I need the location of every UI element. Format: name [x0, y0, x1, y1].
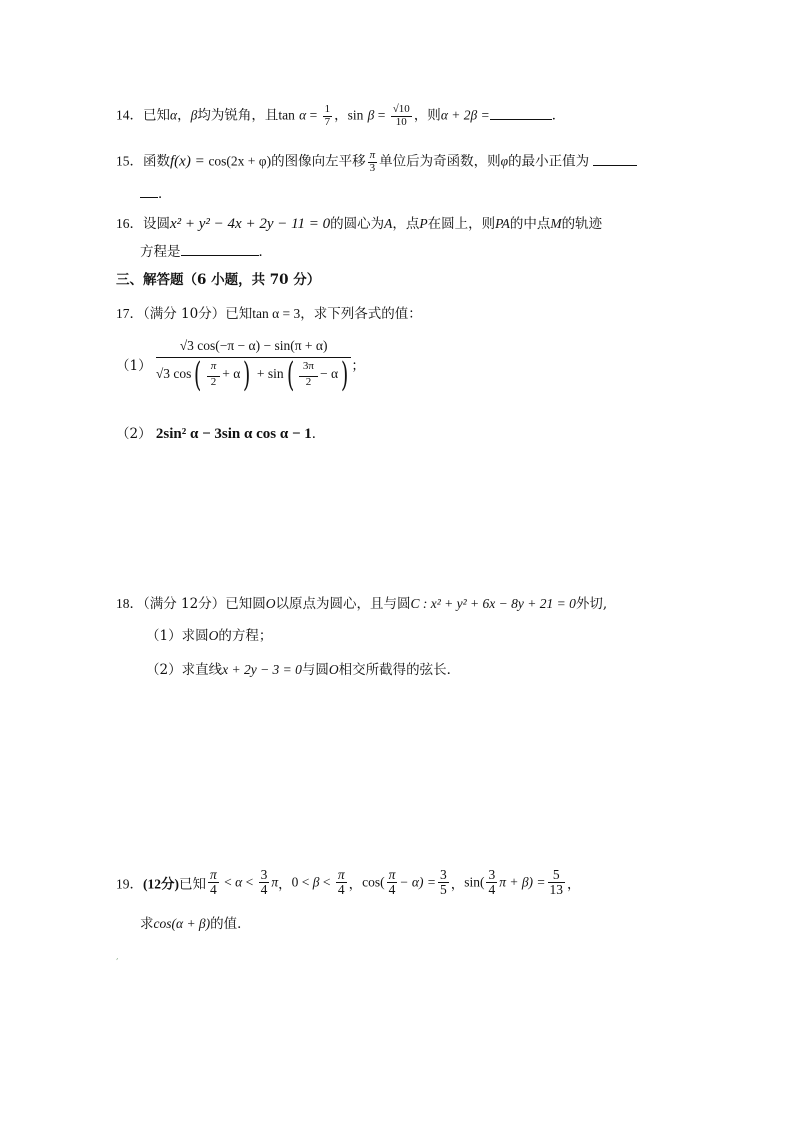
q19-question: 求cos(α + β)的值．	[140, 916, 251, 932]
question-14: 14．已知α，β均为锐角，且tan α = $\frac{1}{7}$ ，sin β = $\frac{√10}{10}$ ，则α + 2β = ．	[116, 103, 566, 128]
q18-number: 18．	[116, 596, 143, 611]
q17-part-1: （1） √3 cos(−π − α) − sin(π + α) √3 cos( $\frac{\pi}{2}$ + α) + sin( $\frac{3\pi}{2}$ − α) ；	[116, 338, 365, 395]
q16-answer-blank[interactable]	[181, 255, 259, 256]
q14-sin-fraction: $\frac{√10}{10}$	[392, 103, 410, 128]
q14-tan-fraction: $\frac{1}{7}$	[324, 103, 331, 128]
section-3-heading: 三、解答题（6 小题，共 70 分）	[116, 272, 321, 288]
decorative-dot: ,	[116, 952, 119, 961]
q15-shift-fraction: $\frac{\pi}{3}$	[369, 149, 376, 174]
q14-number: 14．	[116, 107, 143, 123]
q15-continuation: ．	[140, 184, 172, 204]
q17-denominator: √3 cos( $\frac{\pi}{2}$ + α) + sin( $\frac{3\pi}{2}$ − α)	[155, 355, 349, 395]
q19-frac-3-4-b: $\frac{3}{4}$	[488, 867, 496, 898]
q19-number: 19．	[116, 876, 143, 892]
q16-number: 16．	[116, 216, 143, 231]
question-16: 16．设圆x² + y² − 4x + 2y − 11 = 0的圆心为A，点P在圆上，则PA的中点M的轨迹	[116, 216, 603, 232]
q19-frac-pi-4-b: $\frac{\pi}{4}$	[337, 867, 345, 898]
q15-answer-blank-1[interactable]	[593, 165, 637, 166]
q17-number: 17．	[116, 306, 143, 321]
q16-continuation: 方程是 ．	[140, 244, 272, 260]
question-19: 19．(12分)已知 $\frac{\pi}{4}$ < α < $\frac{3}{4}$ π，0 < β < $\frac{\pi}{4}$ ，cos( $\frac{\pi}{4}$ − α) = $\frac{3}{5}$ ，sin( $\frac{3}{4}$ π + β) = $\frac{5}{13}$ ，	[116, 867, 581, 898]
q15-number: 15．	[116, 153, 143, 169]
q19-frac-3-5: $\frac{3}{5}$	[439, 867, 447, 898]
question-15: 15．函数f(x) = cos(2x + φ)的图像向左平移 $\frac{\pi}{3}$ 单位后为奇函数，则φ的最小正值为	[116, 150, 637, 174]
q19-frac-5-13: $\frac{5}{13}$	[549, 867, 564, 898]
question-17: 17．（满分 10分）已知tan α = 3，求下列各式的值：	[116, 306, 422, 322]
q18-part-2: （2）求直线x + 2y − 3 = 0与圆O相交所截得的弦长．	[146, 662, 461, 678]
q15-answer-blank-2[interactable]	[140, 197, 158, 198]
q17-part-1-fraction	[155, 338, 351, 395]
q18-part-1: （1）求圆O的方程；	[146, 628, 273, 644]
q17-part-2: （2） 2sin² α − 3sin α cos α − 1．	[116, 426, 326, 442]
q19-frac-pi-4-c: $\frac{\pi}{4}$	[388, 867, 396, 898]
q19-frac-pi-4: $\frac{\pi}{4}$	[210, 867, 217, 898]
q17-numerator: √3 cos(−π − α) − sin(π + α)	[156, 338, 351, 358]
q19-frac-3-4: $\frac{3}{4}$	[260, 867, 268, 898]
q14-answer-blank[interactable]	[490, 119, 552, 120]
question-18: 18．（满分 12分）已知圆O以原点为圆心，且与圆C : x² + y² + 6x − 8y + 21 = 0外切,	[116, 596, 608, 612]
